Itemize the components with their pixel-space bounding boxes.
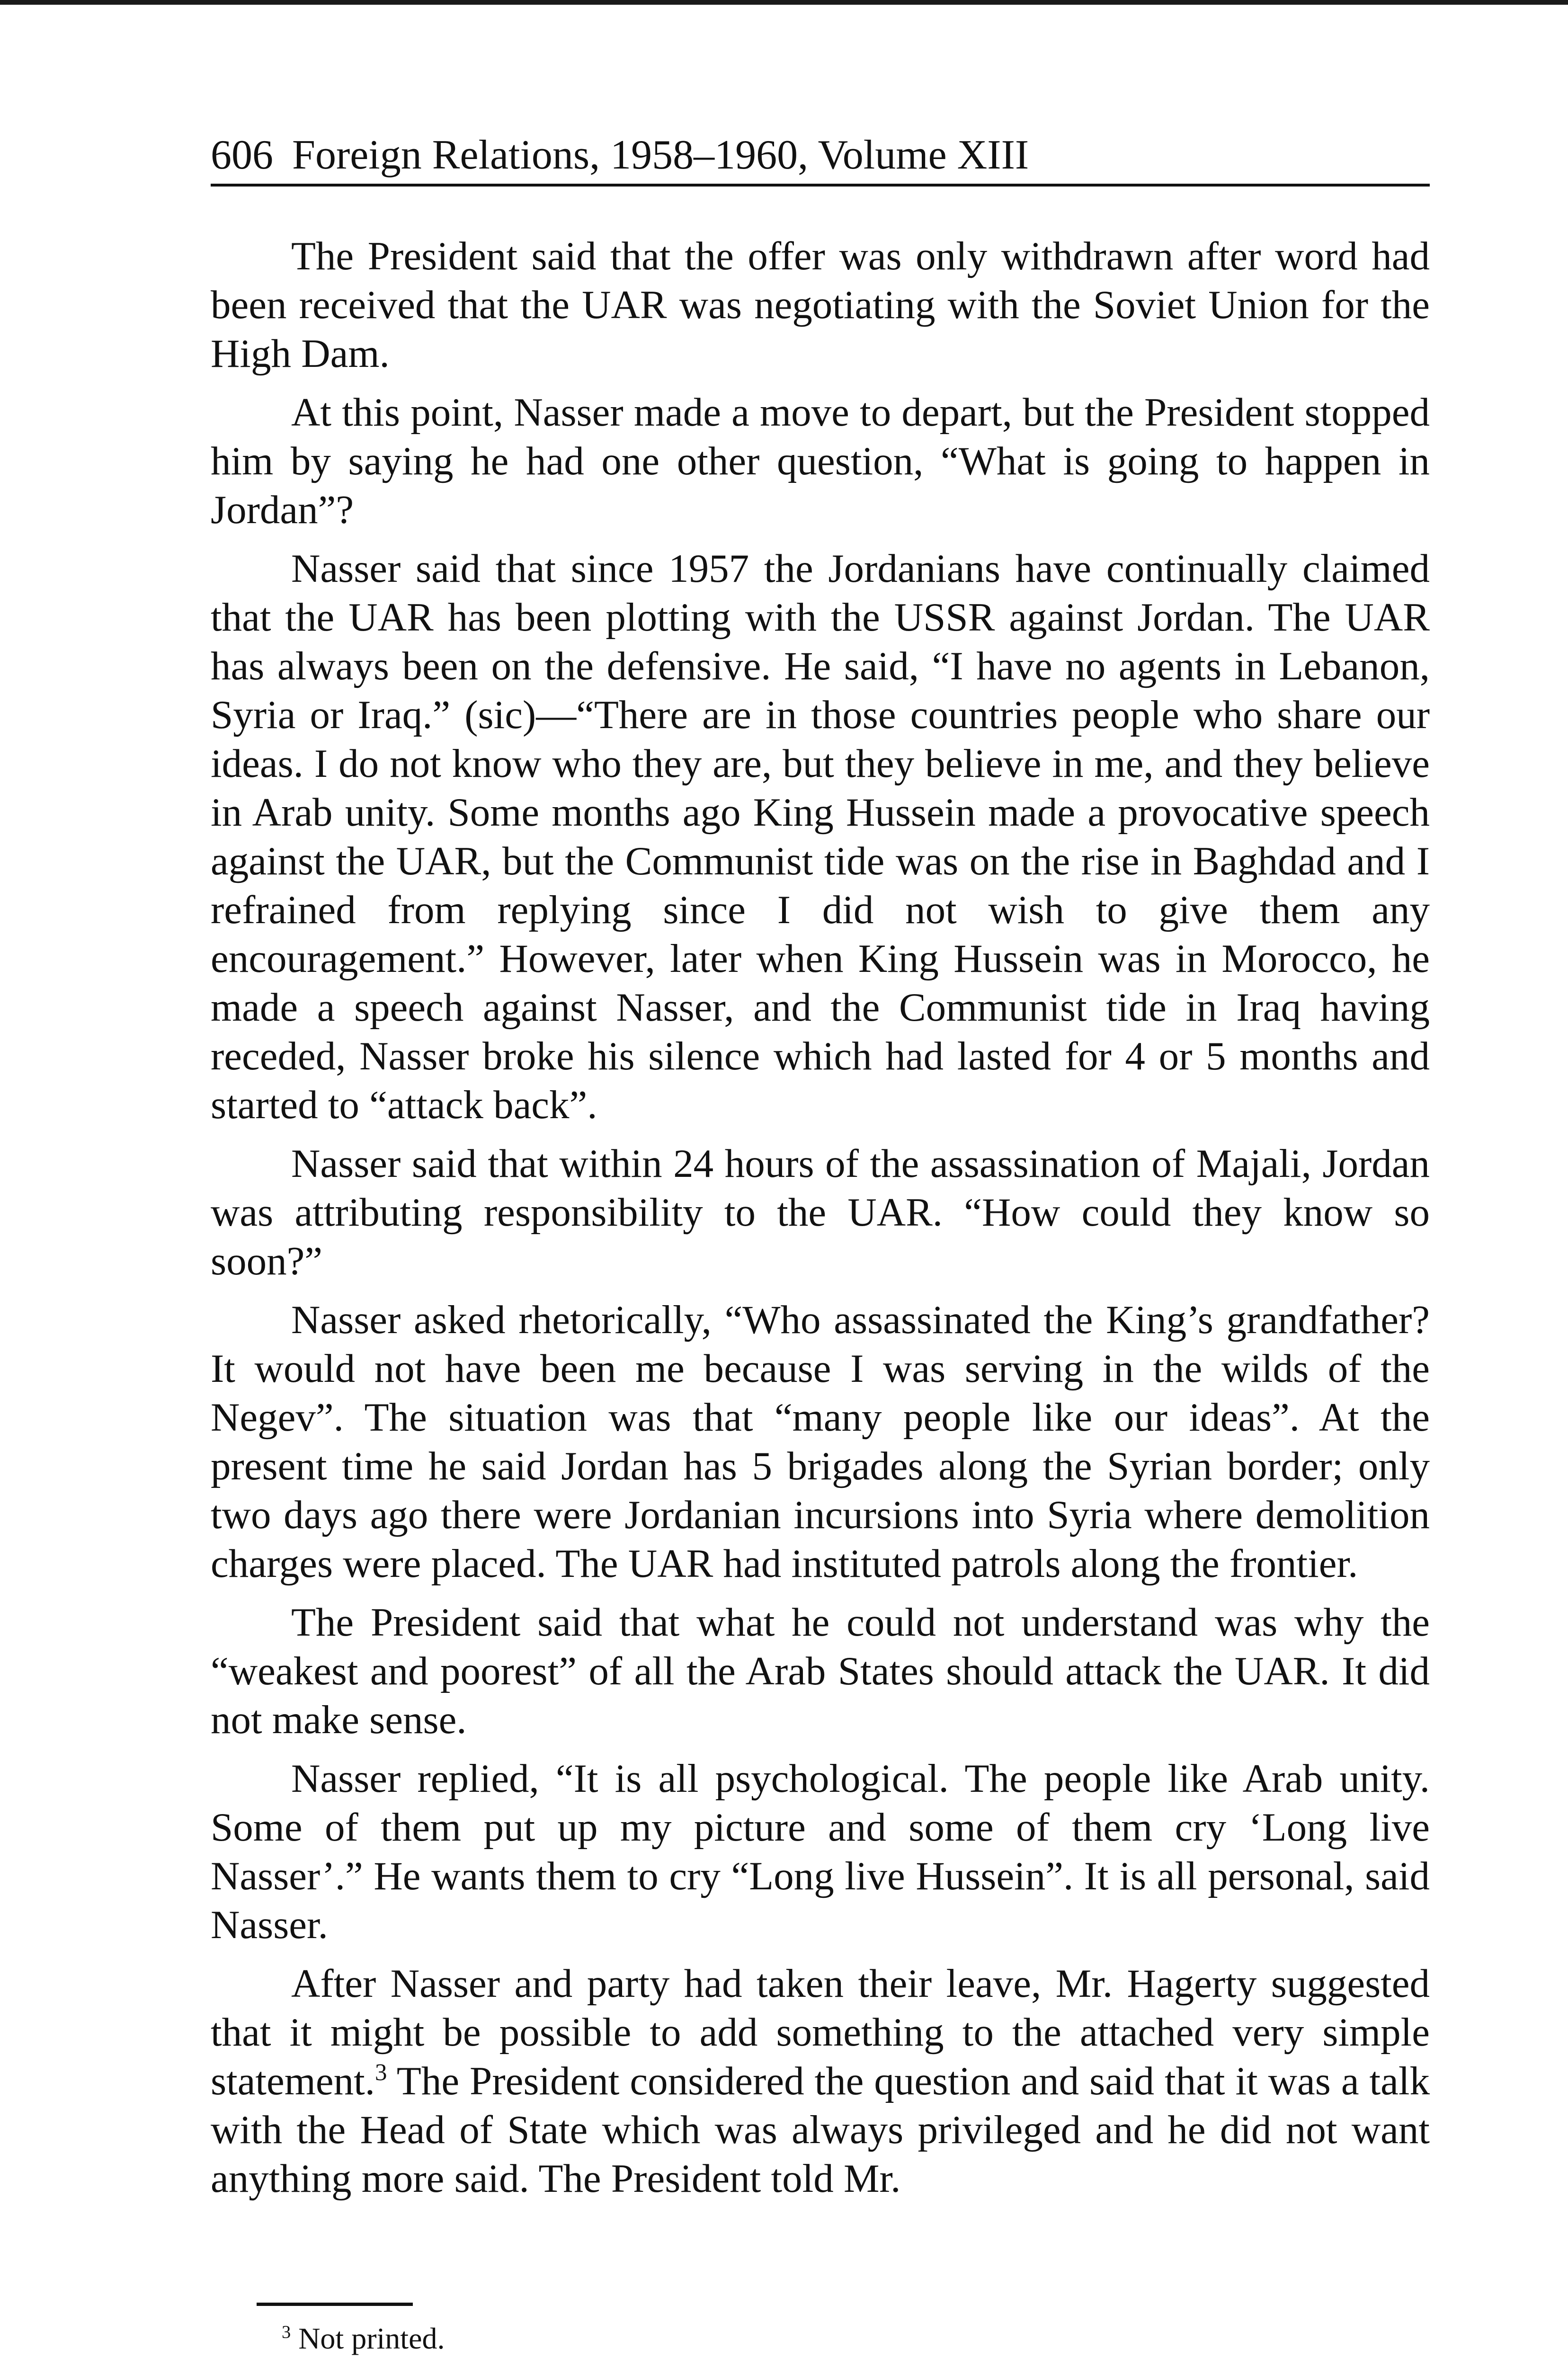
running-head [211, 127, 1430, 187]
paragraph-8-part-1: After Nasser and party had taken their leave, Mr. Hagerty suggested that it might be possible to add something to the attached very simple statement. [211, 1961, 1430, 2103]
footnote-reference[interactable]: 3 [374, 2059, 387, 2086]
paragraph-2: At this point, Nasser made a move to depart, but the President stopped him by saying he had one other question, “What is going to happen in Jordan”? [211, 390, 1430, 532]
paragraph-5: Nasser asked rhetorically, “Who assassinated the King’s grandfather? It would not have been me because I was serving in the wilds of the Negev”. The situation was that “many people like our ideas”. At the present time he said Jordan has 5 brigades along the Syrian border; only two days ago there were Jordanian incursions into Syria where demolition charges were placed. The UAR had instituted patrols along the frontier. [211, 1298, 1430, 1586]
page-number: 606 [211, 132, 273, 178]
footnote-text: Not printed. [291, 2322, 445, 2355]
paragraph-4: Nasser said that within 24 hours of the assassination of Majali, Jordan was attributing responsibility to the UAR. “How could they know so soon?” [211, 1141, 1430, 1283]
footnote-marker: 3 [282, 2322, 291, 2342]
volume-title: Foreign Relations, 1958–1960, Volume XIII [292, 132, 1029, 178]
paragraph-8 [211, 1959, 1430, 2203]
footnote-divider [257, 2303, 413, 2306]
footnote [282, 2317, 445, 2360]
paragraph-3: Nasser said that since 1957 the Jordanians have continually claimed that the UAR has been plotting with the USSR against Jordan. The UAR has always been on the defensive. He said, “I have no agents in Lebanon, Syria or Iraq.” (sic)—“There are in those countries people who share our ideas. I do not know who they are, but they believe in me, and they believe in Arab unity. Some months ago King Hussein made a provocative speech against the UAR, but the Communist tide was on the rise in Baghdad and I refrained from replying since I did not wish to give them any encouragement.” However, later when King Hussein was in Morocco, he made a speech against Nasser, and the Communist tide in Iraq having receded, Nasser broke his silence which had lasted for 4 or 5 months and started to “attack back”. [211, 546, 1430, 1127]
paragraph-1: The President said that the offer was only withdrawn after word had been received that the UAR was negotiating with the Soviet Union for the High Dam. [211, 234, 1430, 376]
paragraph-7: Nasser replied, “It is all psychological. The people like Arab unity. Some of them put up my picture and some of them cry ‘Long live Nasser’.” He wants them to cry “Long live Hussein”. It is all personal, said Nasser. [211, 1756, 1430, 1947]
paragraph-8-part-2: The President considered the question and said that it was a talk with the Head of State which was always privileged and he did not want anything more said. The President told Mr. [211, 2059, 1430, 2201]
body-text [211, 232, 1430, 2213]
paragraph-6: The President said that what he could not understand was why the “weakest and poorest” of all the Arab States should attack the UAR. It did not make sense. [211, 1600, 1430, 1742]
top-border-rule [0, 0, 1568, 5]
